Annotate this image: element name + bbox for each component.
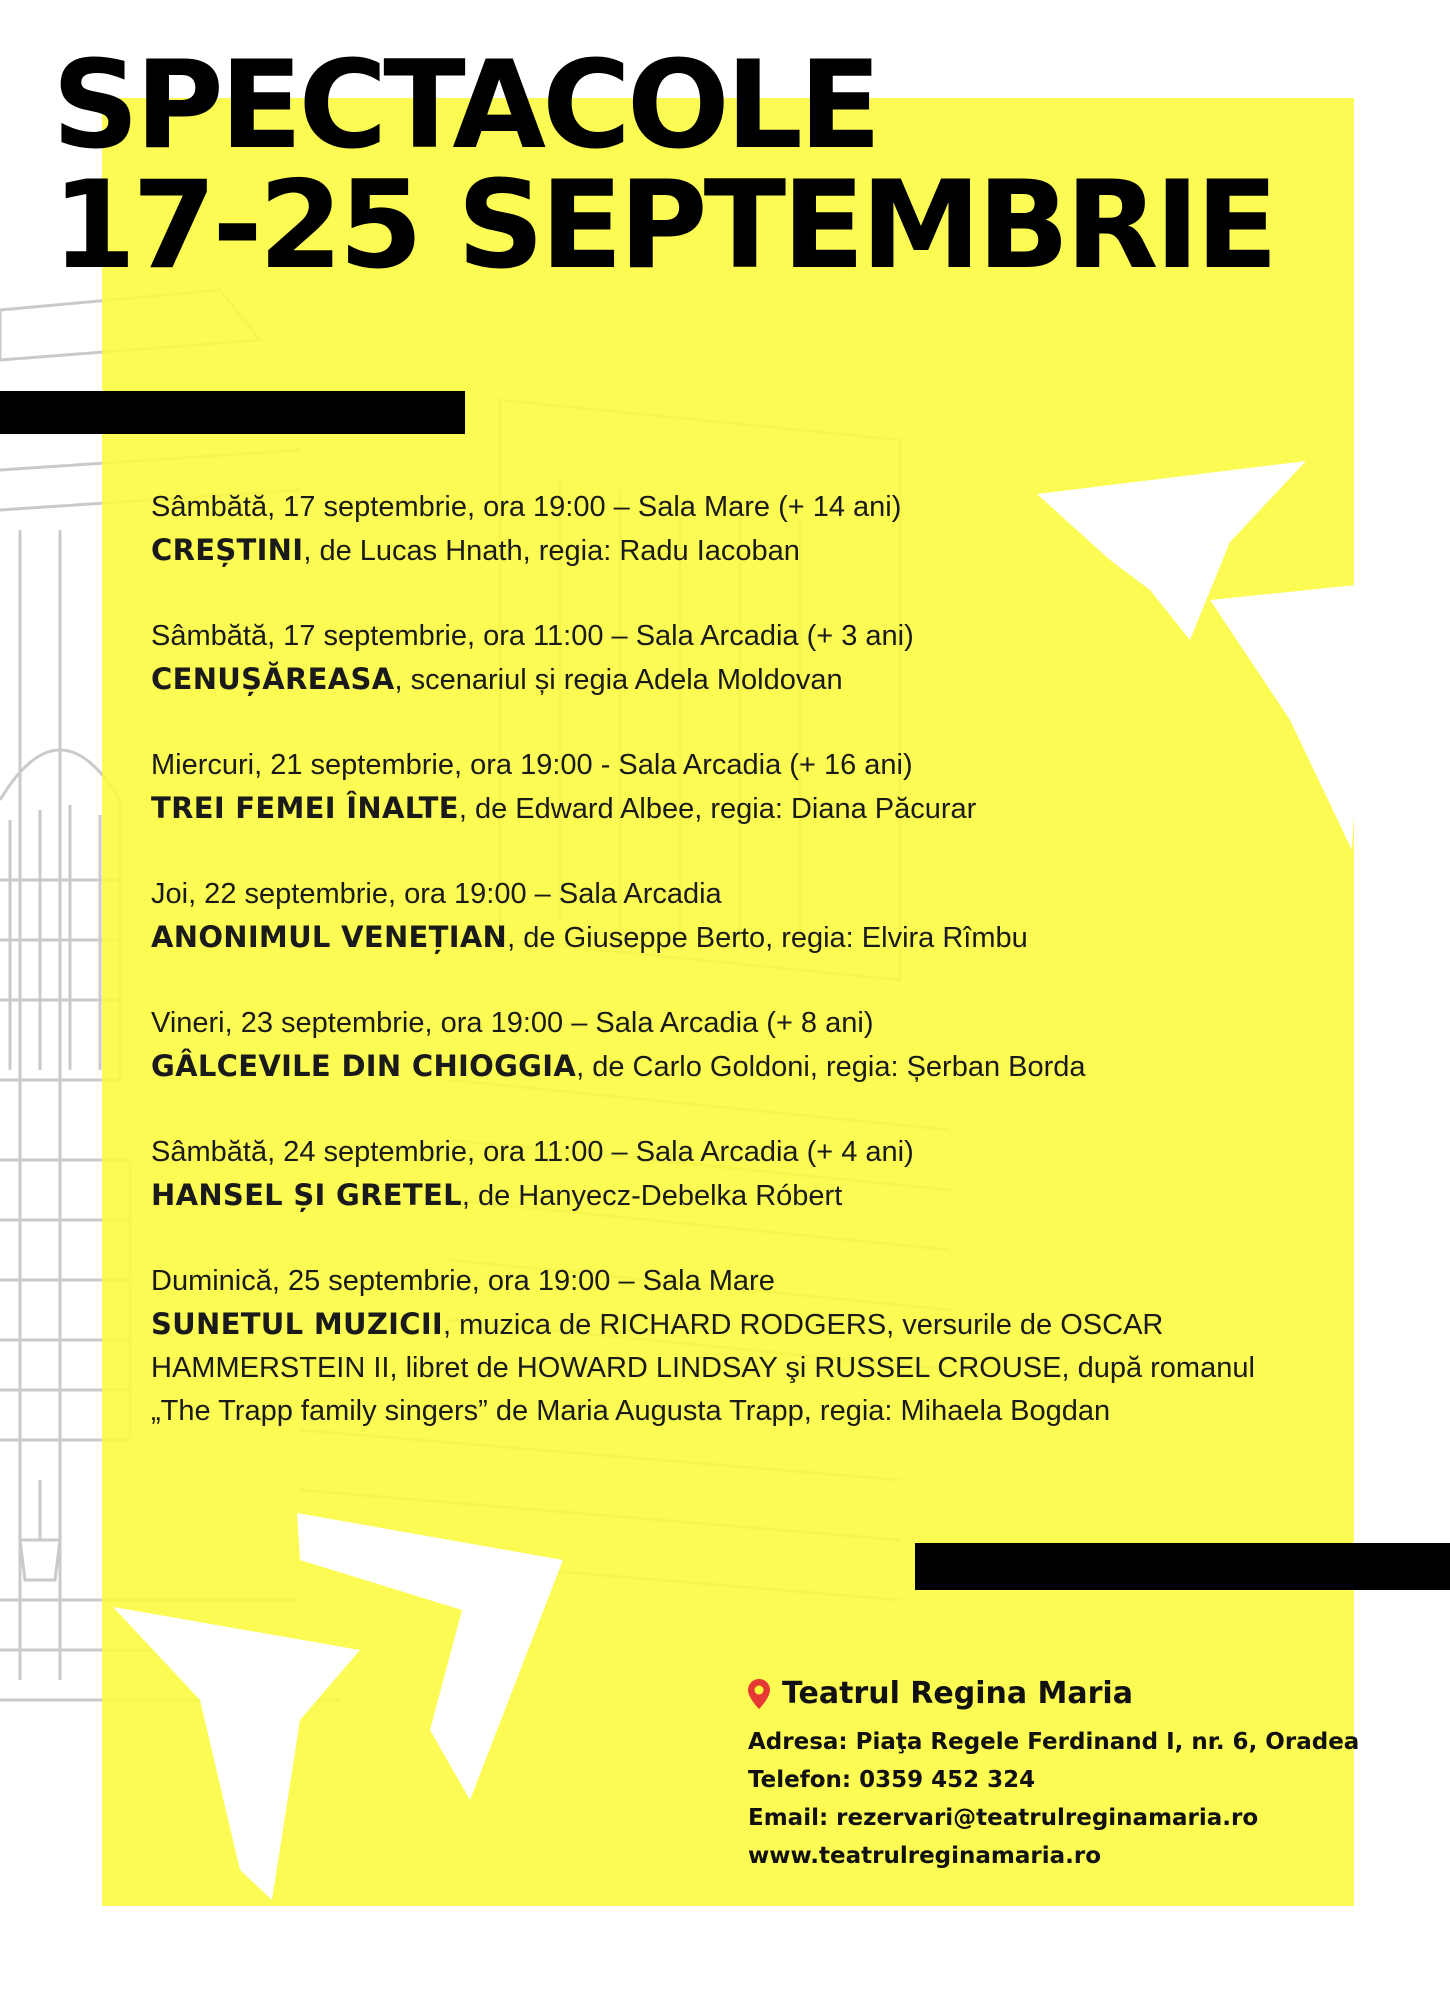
event-title: CENUȘĂREASA bbox=[151, 662, 395, 696]
event-title: CREȘTINI bbox=[151, 533, 304, 567]
title-line-1: SPECTACOLE bbox=[52, 35, 878, 176]
event-item bbox=[151, 486, 1271, 573]
chevron-arrow-icon bbox=[200, 1700, 300, 1900]
contact-block bbox=[748, 1676, 1368, 1875]
event-when: Sâmbătă, 17 septembrie, ora 11:00 – Sala Arcadia (+ 3 ani) bbox=[151, 620, 914, 652]
event-item bbox=[151, 1260, 1271, 1433]
black-bar-top bbox=[0, 391, 465, 434]
event-title: HANSEL ȘI GRETEL bbox=[151, 1178, 462, 1212]
email-link[interactable]: Email: rezervari@teatrulreginamaria.ro bbox=[748, 1805, 1259, 1831]
black-bar-bottom bbox=[915, 1543, 1450, 1590]
event-when: Sâmbătă, 24 septembrie, ora 11:00 – Sala Arcadia (+ 4 ani) bbox=[151, 1136, 914, 1168]
address-text: Adresa: Piaţa Regele Ferdinand I, nr. 6, Oradea bbox=[748, 1729, 1360, 1755]
event-details: , de Edward Albee, regia: Diana Păcurar bbox=[458, 793, 977, 825]
phone-text: Telefon: 0359 452 324 bbox=[748, 1767, 1036, 1793]
event-when: Sâmbătă, 17 septembrie, ora 19:00 – Sala Mare (+ 14 ani) bbox=[151, 491, 902, 523]
event-item bbox=[151, 1131, 1271, 1218]
event-title: ANONIMUL VENEȚIAN bbox=[151, 920, 508, 954]
event-details: , de Carlo Goldoni, regia: Șerban Borda bbox=[576, 1051, 1086, 1083]
event-details: , scenariul și regia Adela Moldovan bbox=[394, 664, 843, 696]
title-line-2: 17-25 SEPTEMBRIE bbox=[52, 155, 1275, 296]
event-details: , de Lucas Hnath, regia: Radu Iacoban bbox=[303, 535, 800, 567]
website-link[interactable]: www.teatrulreginamaria.ro bbox=[748, 1843, 1102, 1869]
venue-row bbox=[748, 1676, 1368, 1711]
event-item bbox=[151, 1002, 1271, 1089]
event-item bbox=[151, 873, 1271, 960]
map-pin-icon bbox=[748, 1679, 770, 1709]
venue-name: Teatrul Regina Maria bbox=[782, 1676, 1133, 1711]
event-title: SUNETUL MUZICII bbox=[151, 1307, 444, 1341]
event-when: Duminică, 25 septembrie, ora 19:00 – Sala Mare bbox=[151, 1265, 775, 1297]
event-title: GÂLCEVILE DIN CHIOGGIA bbox=[151, 1049, 577, 1083]
event-when: Joi, 22 septembrie, ora 19:00 – Sala Arcadia bbox=[151, 878, 722, 910]
chevron-arrow-icon bbox=[113, 1607, 360, 1720]
event-details: , de Hanyecz-Debelka Róbert bbox=[461, 1180, 843, 1212]
event-when: Vineri, 23 septembrie, ora 19:00 – Sala Arcadia (+ 8 ani) bbox=[151, 1007, 874, 1039]
event-title: TREI FEMEI ÎNALTE bbox=[151, 791, 459, 825]
event-item bbox=[151, 615, 1271, 702]
page-title bbox=[52, 35, 1275, 296]
event-item bbox=[151, 744, 1271, 831]
events-list bbox=[151, 486, 1271, 1475]
event-when: Miercuri, 21 septembrie, ora 19:00 - Sala Arcadia (+ 16 ani) bbox=[151, 749, 913, 781]
event-details: , muzica de RICHARD RODGERS, versurile de OSCAR HAMMERSTEIN II, libret de HOWARD LINDSAY şi RUSSEL CROUSE, după romanul „The Trapp family singers” de Maria Augusta Trapp, regia: Mihaela Bogdan bbox=[151, 1309, 1255, 1427]
event-details: , de Giuseppe Berto, regia: Elvira Rîmbu bbox=[507, 922, 1028, 954]
